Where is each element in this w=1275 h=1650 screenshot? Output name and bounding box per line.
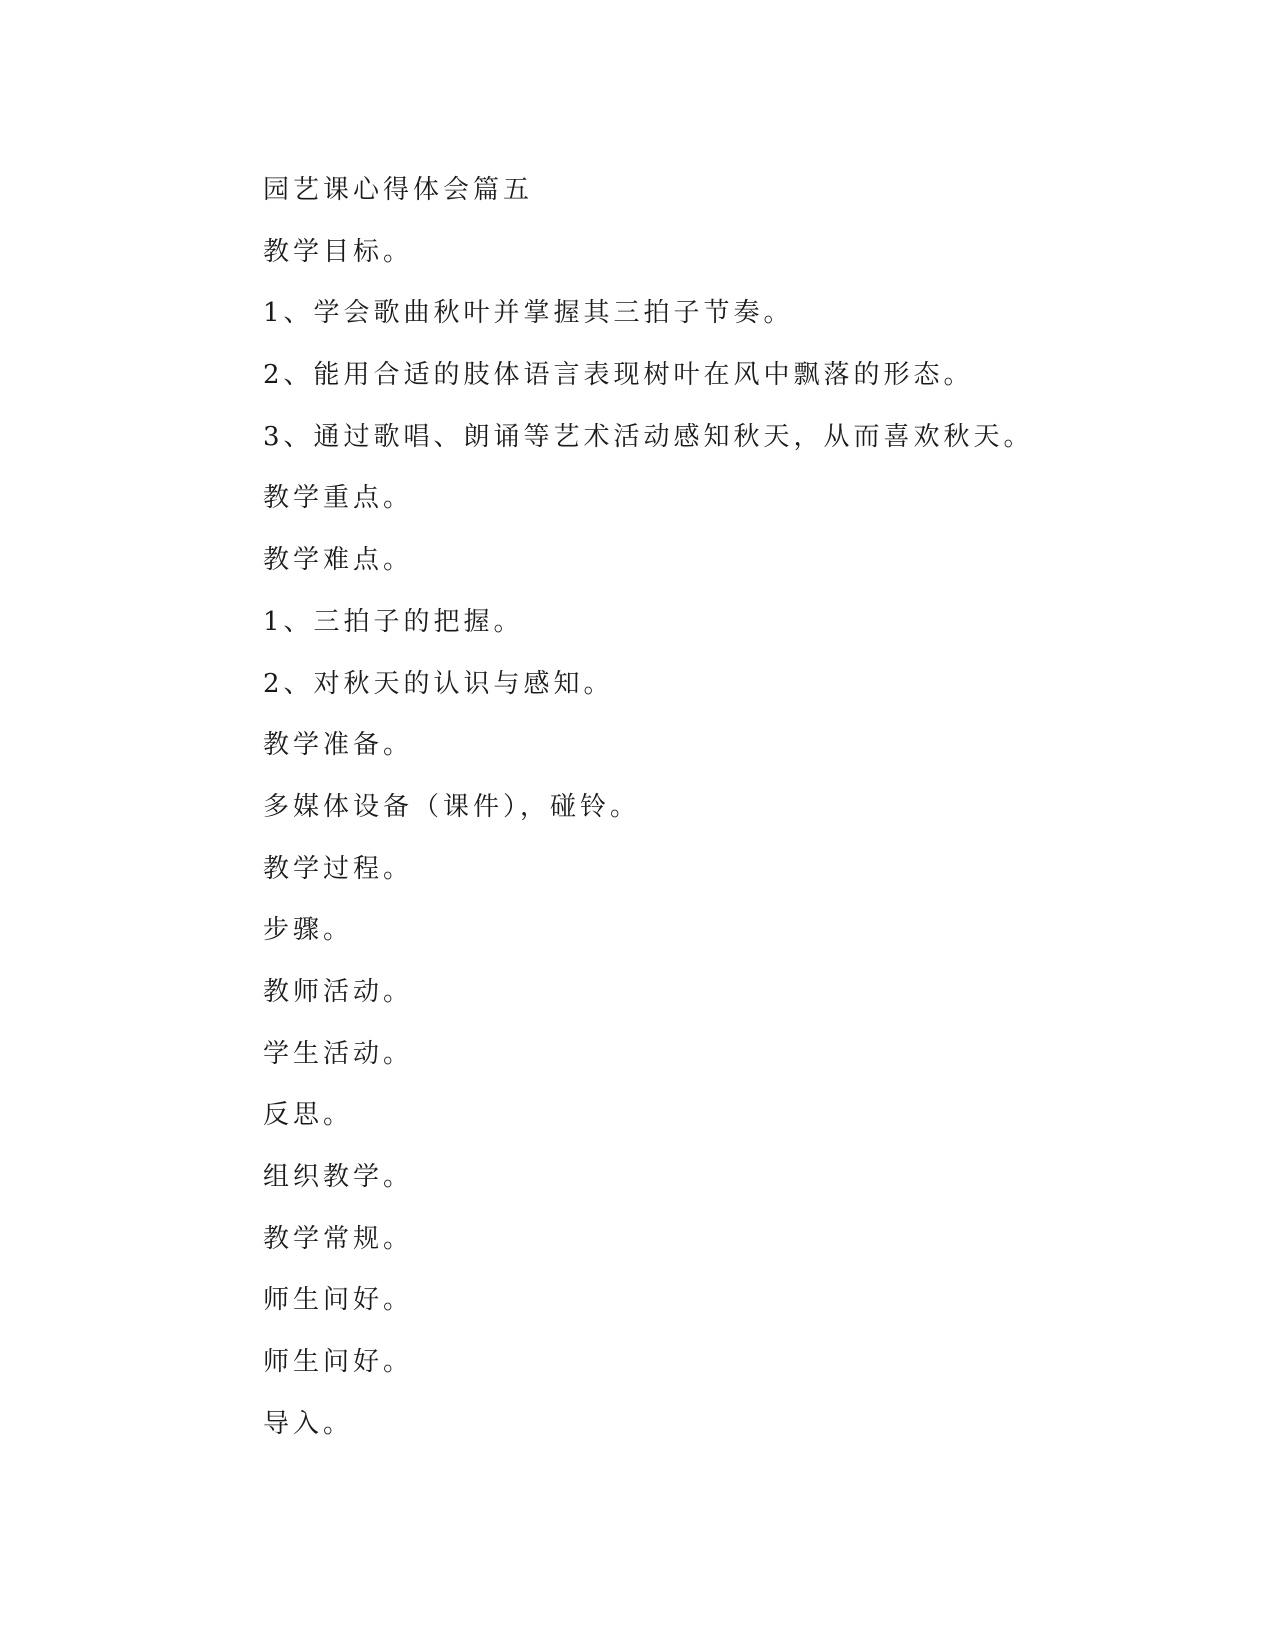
paragraph: 反思。 xyxy=(263,1100,354,1131)
paragraph: 师生问好。 xyxy=(263,1285,414,1316)
document-body xyxy=(263,160,1123,1455)
paragraph: 3、通过歌唱、朗诵等艺术活动感知秋天，从而喜欢秋天。 xyxy=(263,421,1034,452)
paragraph: 师生问好。 xyxy=(263,1347,414,1378)
paragraph: 2、对秋天的认识与感知。 xyxy=(263,668,614,699)
paragraph: 组织教学。 xyxy=(263,1162,414,1192)
paragraph: 教学常规。 xyxy=(263,1223,414,1254)
paragraph: 教学难点。 xyxy=(263,545,414,576)
paragraph: 教学过程。 xyxy=(263,853,414,884)
paragraph: 教师活动。 xyxy=(263,976,414,1007)
paragraph: 多媒体设备（课件），碰铃。 xyxy=(263,791,641,822)
paragraph: 1、三拍子的把握。 xyxy=(263,606,524,637)
paragraph: 教学准备。 xyxy=(263,730,414,761)
paragraph: 学生活动。 xyxy=(263,1038,414,1069)
paragraph: 教学目标。 xyxy=(263,236,414,267)
paragraph: 步骤。 xyxy=(263,915,354,946)
paragraph: 1、学会歌曲秋叶并掌握其三拍子节奏。 xyxy=(263,298,794,329)
paragraph: 导入。 xyxy=(263,1408,354,1439)
paragraph: 2、能用合适的肢体语言表现树叶在风中飘落的形态。 xyxy=(263,360,974,391)
document-title: 园艺课心得体会篇五 xyxy=(263,175,534,205)
paragraph: 教学重点。 xyxy=(263,483,414,514)
